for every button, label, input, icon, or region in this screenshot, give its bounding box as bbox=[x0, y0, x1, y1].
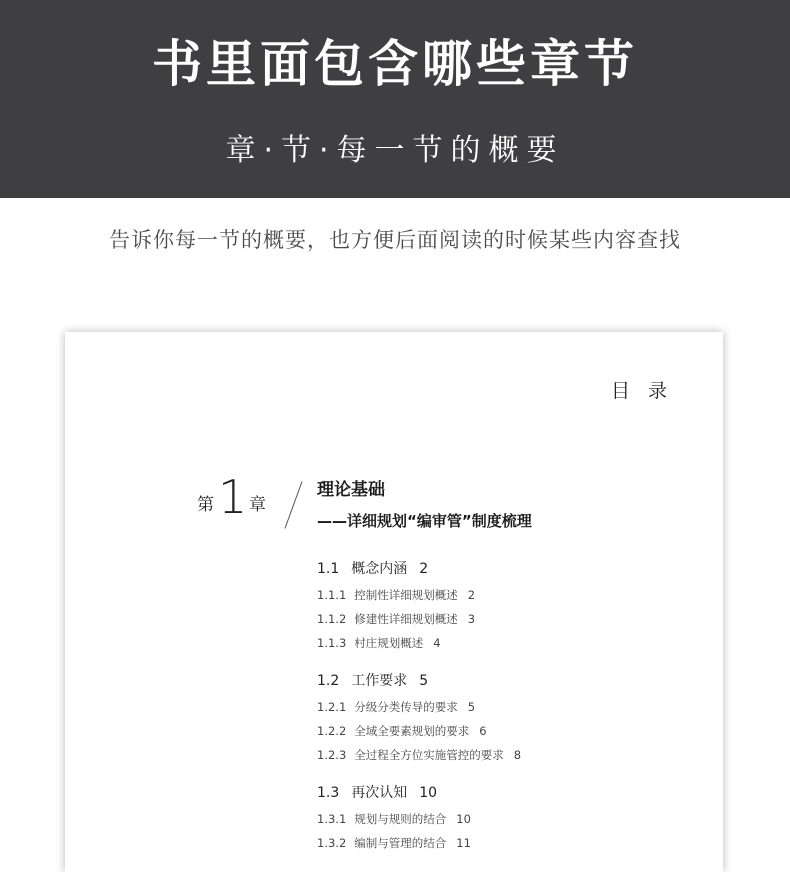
subsection-number: 1.1.2 bbox=[317, 612, 347, 626]
toc-section[interactable] bbox=[317, 559, 428, 579]
subsection-page: 10 bbox=[456, 812, 471, 826]
section-page: 2 bbox=[419, 561, 429, 577]
toc-subsection[interactable] bbox=[317, 610, 475, 628]
toc-section[interactable] bbox=[317, 783, 437, 803]
toc-subsection[interactable] bbox=[317, 634, 441, 652]
chapter-suffix: 章 bbox=[249, 495, 266, 515]
chapter-prefix: 第 bbox=[197, 495, 214, 515]
toc-subsection[interactable] bbox=[317, 834, 471, 852]
toc-subsection[interactable] bbox=[317, 698, 475, 716]
toc-title: 目 录 bbox=[610, 380, 673, 402]
section-title: 工作要求 bbox=[351, 673, 408, 689]
subsection-title: 全过程全方位实施管控的要求 bbox=[354, 748, 504, 762]
subsection-title: 编制与管理的结合 bbox=[354, 836, 447, 850]
section-page: 10 bbox=[419, 785, 438, 801]
section-number: 1.1 bbox=[317, 561, 340, 577]
subsection-title: 分级分类传导的要求 bbox=[354, 700, 458, 714]
section-number: 1.3 bbox=[317, 785, 340, 801]
subsection-number: 1.2.3 bbox=[317, 748, 347, 762]
toc-section[interactable] bbox=[317, 671, 428, 691]
subsection-title: 控制性详细规划概述 bbox=[354, 588, 458, 602]
chapter-subtitle: ——详细规划“编审管”制度梳理 bbox=[317, 512, 532, 530]
subsection-page: 5 bbox=[467, 700, 476, 714]
subsection-page: 3 bbox=[467, 612, 476, 626]
subsection-page: 6 bbox=[479, 724, 487, 738]
subsection-number: 1.2.1 bbox=[317, 700, 347, 714]
subsection-number: 1.2.2 bbox=[317, 724, 347, 738]
toc-subsection[interactable] bbox=[317, 722, 487, 740]
toc-subsection[interactable] bbox=[317, 746, 521, 764]
chapter-divider bbox=[284, 481, 302, 528]
section-title: 再次认知 bbox=[351, 785, 408, 801]
chapter-title: 理论基础 bbox=[317, 480, 385, 500]
subsection-title: 全域全要素规划的要求 bbox=[354, 724, 470, 738]
banner-title: 书里面包含哪些章节 bbox=[152, 34, 638, 93]
header-banner bbox=[0, 0, 790, 198]
subsection-page: 8 bbox=[513, 748, 522, 762]
chapter-number: 1 bbox=[218, 470, 248, 524]
section-page: 5 bbox=[419, 673, 429, 689]
subsection-title: 修建性详细规划概述 bbox=[354, 612, 458, 626]
subsection-number: 1.1.3 bbox=[317, 636, 347, 650]
section-title: 概念内涵 bbox=[351, 561, 408, 577]
section-number: 1.2 bbox=[317, 673, 340, 689]
tagline: 告诉你每一节的概要，也方便后面阅读的时候某些内容查找 bbox=[109, 228, 681, 252]
banner-subtitle: 章·节·每一节的概要 bbox=[225, 133, 565, 168]
subsection-number: 1.1.1 bbox=[317, 588, 347, 602]
subsection-page: 2 bbox=[467, 588, 476, 602]
toc-subsection[interactable] bbox=[317, 586, 475, 604]
toc-subsection[interactable] bbox=[317, 810, 471, 828]
toc-page bbox=[65, 332, 723, 872]
subsection-page: 11 bbox=[456, 836, 471, 850]
subsection-page: 4 bbox=[433, 636, 441, 650]
subsection-number: 1.3.2 bbox=[317, 836, 347, 850]
subsection-title: 规划与规则的结合 bbox=[354, 812, 447, 826]
subsection-title: 村庄规划概述 bbox=[354, 636, 424, 650]
subsection-number: 1.3.1 bbox=[317, 812, 347, 826]
